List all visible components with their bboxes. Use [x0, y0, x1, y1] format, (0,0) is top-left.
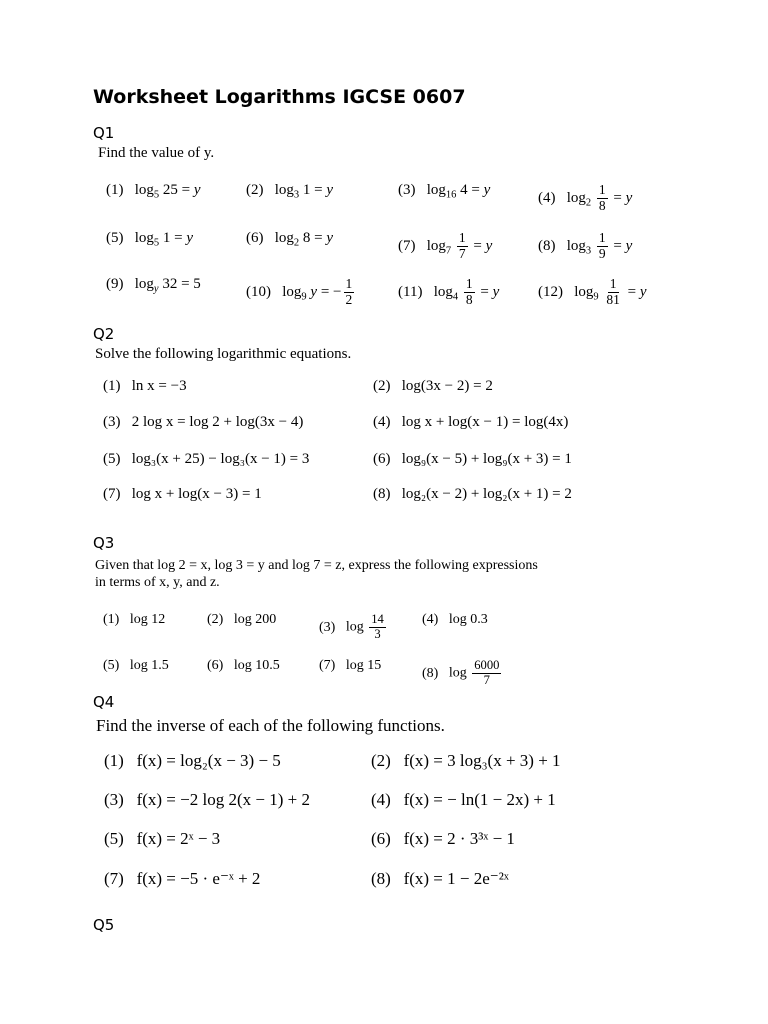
item-number: (11)	[398, 283, 423, 300]
exercise-item	[103, 452, 309, 467]
item-number: (4)	[373, 414, 391, 430]
equation: log₉(x − 5) + log₉(x + 3) = 1	[401, 451, 572, 467]
log-base: 3	[585, 245, 592, 257]
log-base: 9	[593, 291, 599, 303]
expression: log 0.3	[448, 612, 488, 627]
equals: =	[181, 182, 194, 198]
variable-y: y	[625, 189, 633, 206]
item-number: (5)	[106, 230, 124, 246]
expression: log 12	[129, 612, 166, 627]
equals: =	[613, 237, 626, 254]
log-base: 2	[585, 197, 592, 209]
exercise-item	[373, 487, 572, 502]
variable-y: y	[492, 283, 500, 300]
equals: =	[174, 230, 187, 246]
denominator: 7	[458, 245, 466, 261]
denominator: 81	[606, 291, 620, 307]
item-number: (1)	[103, 378, 121, 394]
log-argument: 1	[162, 230, 171, 246]
denominator: 9	[598, 245, 606, 261]
exercise-item	[371, 830, 515, 847]
item-number: (9)	[106, 276, 124, 292]
exercise-item	[104, 752, 281, 769]
exercise-item	[246, 277, 356, 308]
item-number: (7)	[104, 869, 124, 888]
fraction	[597, 231, 608, 262]
equation: f(x) = −2 log 2(x − 1) + 2	[136, 790, 310, 809]
numerator: 14	[371, 612, 384, 626]
page-title: Worksheet Logarithms IGCSE 0607	[93, 86, 466, 108]
equation: f(x) = 3 log₃(x + 3) + 1	[403, 751, 561, 770]
equation: f(x) = 1 − 2e⁻²ˣ	[403, 869, 509, 888]
numerator: 1	[345, 276, 353, 291]
q5-heading: Q5	[93, 916, 115, 934]
log-base: 5	[153, 189, 160, 201]
equation: 2 log x = log 2 + log(3x − 4)	[131, 414, 304, 430]
item-number: (5)	[104, 829, 124, 848]
equals: = 5	[181, 276, 201, 292]
exercise-item	[207, 613, 276, 627]
item-number: (4)	[371, 790, 391, 809]
numerator: 1	[465, 276, 473, 291]
fraction	[464, 277, 475, 308]
fraction	[369, 613, 386, 642]
fraction	[604, 277, 622, 308]
log-base: 7	[445, 245, 452, 257]
equation: f(x) = 2ˣ − 3	[136, 829, 221, 848]
item-number: (12)	[538, 283, 563, 300]
expression: log 1.5	[129, 658, 169, 673]
log-argument: 25	[162, 182, 178, 198]
exercise-item	[207, 659, 280, 673]
item-number: (6)	[373, 451, 391, 467]
variable-y: y	[193, 182, 201, 198]
q2-instruction: Solve the following logarithmic equations.	[95, 346, 352, 362]
log-argument: 32	[162, 276, 178, 292]
expression: log	[448, 665, 467, 681]
equation: f(x) = 2 · 3³ˣ − 1	[403, 829, 515, 848]
variable-y: y	[326, 182, 334, 198]
variable-y: y	[483, 182, 491, 198]
exercise-item	[104, 830, 220, 847]
log-argument: 1	[302, 182, 311, 198]
equals: =	[314, 230, 327, 246]
log-text: log	[134, 276, 154, 292]
q3-instruction-line1: Given that log 2 = x, log 3 = y and log 7 = z, express the following expressions	[95, 558, 538, 573]
exercise-item	[371, 791, 556, 808]
item-number: (2)	[371, 751, 391, 770]
fraction	[344, 277, 355, 308]
exercise-item	[373, 415, 568, 430]
exercise-item	[246, 231, 333, 249]
equation: ln x = −3	[131, 378, 187, 394]
item-number: (4)	[422, 612, 439, 627]
item-number: (8)	[538, 237, 556, 254]
denominator: 8	[598, 197, 606, 213]
denominator: 2	[345, 291, 353, 307]
log-argument: 8	[302, 230, 311, 246]
numerator: 1	[609, 276, 617, 291]
equals: =	[613, 189, 626, 206]
item-number: (1)	[103, 612, 120, 627]
numerator: 1	[598, 182, 606, 197]
exercise-item	[103, 487, 262, 502]
q3-instruction-line2: in terms of x, y, and z.	[95, 575, 220, 590]
numerator: 6000	[474, 658, 500, 672]
item-number: (5)	[103, 658, 120, 673]
fraction	[597, 183, 608, 214]
item-number: (7)	[319, 658, 336, 673]
item-number: (1)	[106, 182, 124, 198]
log-base: 3	[293, 189, 300, 201]
log-text: log	[134, 230, 154, 246]
equals: =	[627, 283, 640, 300]
log-text: log	[426, 182, 446, 198]
item-number: (6)	[207, 658, 224, 673]
equation: f(x) = −5 · e⁻ˣ + 2	[136, 869, 261, 888]
exercise-item	[538, 231, 632, 262]
log-base: y	[153, 283, 159, 295]
exercise-item	[106, 231, 193, 249]
equation: f(x) = log₂(x − 3) − 5	[136, 751, 281, 770]
log-text: log	[134, 182, 154, 198]
item-number: (6)	[371, 829, 391, 848]
exercise-item	[398, 183, 490, 201]
equation: log₃(x + 25) − log₃(x − 1) = 3	[131, 451, 310, 467]
equation: log x + log(x − 3) = 1	[131, 486, 262, 502]
q4-heading: Q4	[93, 693, 115, 711]
exercise-item	[373, 379, 493, 394]
denominator: 3	[374, 626, 381, 641]
equation: log x + log(x − 1) = log(4x)	[401, 414, 569, 430]
item-number: (2)	[373, 378, 391, 394]
exercise-item	[422, 659, 503, 688]
log-base: 16	[445, 189, 457, 201]
exercise-item	[319, 659, 381, 673]
log-base: 4	[452, 291, 459, 303]
expression: log 200	[233, 612, 277, 627]
variable-y: y	[326, 230, 334, 246]
item-number: (3)	[398, 182, 416, 198]
log-argument: 4	[460, 182, 468, 198]
item-number: (7)	[103, 486, 121, 502]
exercise-item	[538, 277, 647, 308]
numerator: 1	[458, 230, 466, 245]
q2-heading: Q2	[93, 325, 115, 343]
variable-y: y	[186, 230, 194, 246]
item-number: (2)	[207, 612, 224, 627]
item-number: (3)	[103, 414, 121, 430]
exercise-item	[103, 379, 187, 394]
item-number: (5)	[103, 451, 121, 467]
numerator: 1	[598, 230, 606, 245]
exercise-item	[373, 452, 572, 467]
exercise-item	[106, 277, 201, 295]
fraction	[472, 659, 501, 688]
variable-y: y	[639, 283, 647, 300]
exercise-item	[398, 277, 499, 308]
log-base: 9	[301, 291, 307, 303]
log-text: log	[426, 237, 446, 254]
variable-y: y	[485, 237, 493, 254]
exercise-item	[422, 613, 488, 627]
q3-heading: Q3	[93, 534, 115, 552]
q1-heading: Q1	[93, 124, 115, 142]
item-number: (6)	[246, 230, 264, 246]
item-number: (7)	[398, 237, 416, 254]
log-text: log	[566, 237, 586, 254]
log-text: log	[282, 283, 302, 300]
equals: = −	[320, 283, 342, 300]
exercise-item	[104, 870, 260, 887]
exercise-item	[371, 870, 509, 887]
expression: log	[345, 619, 364, 635]
item-number: (3)	[319, 619, 336, 635]
log-text: log	[574, 283, 594, 300]
denominator: 8	[465, 291, 473, 307]
expression: log 15	[345, 658, 382, 673]
equation: log(3x − 2) = 2	[401, 378, 493, 394]
log-text: log	[274, 230, 294, 246]
log-base: 2	[293, 237, 300, 249]
exercise-item	[106, 183, 201, 201]
denominator: 7	[483, 672, 490, 687]
item-number: (4)	[538, 189, 556, 206]
equals: =	[471, 182, 484, 198]
exercise-item	[103, 415, 303, 430]
q4-instruction: Find the inverse of each of the following functions.	[96, 716, 445, 735]
log-base: 5	[153, 237, 160, 249]
equals: =	[480, 283, 493, 300]
item-number: (10)	[246, 283, 271, 300]
log-text: log	[274, 182, 294, 198]
log-argument: y	[310, 283, 318, 300]
log-text: log	[566, 189, 586, 206]
equals: =	[314, 182, 327, 198]
q1-instruction: Find the value of y.	[98, 145, 215, 161]
equals: =	[473, 237, 486, 254]
exercise-item	[371, 752, 561, 769]
exercise-item	[246, 183, 333, 201]
item-number: (2)	[246, 182, 264, 198]
exercise-item	[103, 659, 169, 673]
item-number: (1)	[104, 751, 124, 770]
exercise-item	[104, 791, 310, 808]
equation: f(x) = − ln(1 − 2x) + 1	[403, 790, 556, 809]
expression: log 10.5	[233, 658, 280, 673]
equation: log₂(x − 2) + log₂(x + 1) = 2	[401, 486, 572, 502]
exercise-item	[538, 183, 632, 214]
item-number: (8)	[371, 869, 391, 888]
exercise-item	[319, 613, 388, 642]
fraction	[457, 231, 468, 262]
item-number: (3)	[104, 790, 124, 809]
exercise-item	[398, 231, 492, 262]
variable-y: y	[625, 237, 633, 254]
exercise-item	[103, 613, 165, 627]
item-number: (8)	[422, 665, 439, 681]
log-text: log	[433, 283, 453, 300]
item-number: (8)	[373, 486, 391, 502]
